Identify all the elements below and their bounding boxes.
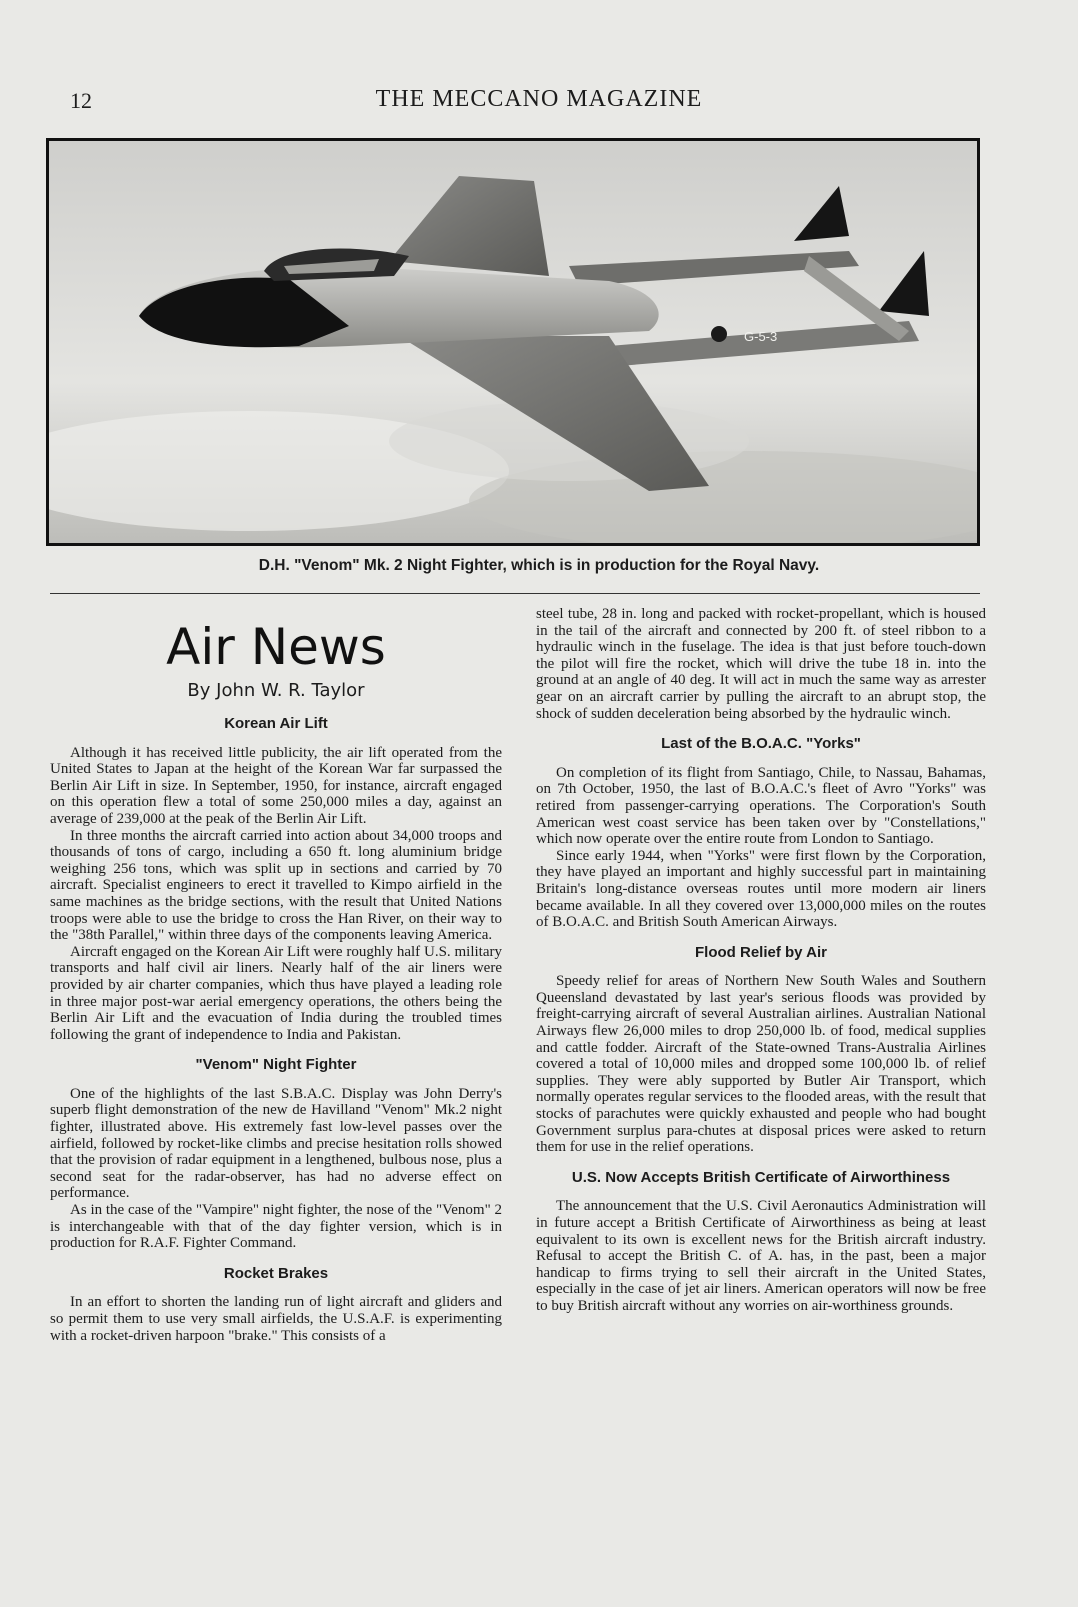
section-heading-boac-yorks: Last of the B.O.A.C. "Yorks" bbox=[661, 735, 861, 753]
registration-marking: G-5-3 bbox=[744, 329, 778, 344]
paragraph: As in the case of the "Vampire" night fighter, the nose of the "Venom" 2 is interchangeable with that of the day fighter version, which is in production for R.A.F. Fighter Command. bbox=[50, 1202, 502, 1252]
paragraph: In three months the aircraft carried into action about 34,000 troops and thousands of tons of cargo, including a 650 ft. long aluminium bridge weighing 256 tons, which was split up in sections and carried by 70 aircraft. Specialist engineers to erect it travelled to Kimpo airfield in the same machines as the bridge sections, with the result that United Nations troops were able to use the bridge to cross the Han River, on their way to the "38th Parallel," within three days of the components leaving America. bbox=[50, 827, 502, 944]
photo-caption: D.H. "Venom" Mk. 2 Night Fighter, which is in production for the Royal Navy. bbox=[258, 557, 820, 574]
article-title: Air News bbox=[166, 618, 386, 676]
aircraft-photo bbox=[46, 138, 980, 546]
paragraph: Speedy relief for areas of Northern New South Wales and Southern Queensland devastated by last year's serious floods was provided by freight-carrying aircraft of several Australian airlines. Australian National Airways flew 26,000 miles to drop 250,000 lb. of food, medical supplies and cattle fodder. Aircraft of the State-owned Trans-Australia Airlines covered a total of 10,000 miles and dropped some 100,000 lb. of relief supplies. They were ably supported by Butler Air Transport, which normally operates regular services to the flooded areas, with the result that stocks of parachutes were quickly exhausted and people who had bought Government surplus para-chutes at disposal prices were asked to return them for use in the relief operations. bbox=[536, 973, 986, 1156]
paragraph: In an effort to shorten the landing run of light aircraft and gliders and so permit them to use very small airfields, the U.S.A.F. is experimenting with a rocket-driven harpoon "brake." This consists of a bbox=[50, 1294, 502, 1344]
paragraph: One of the highlights of the last S.B.A.C. Display was John Derry's superb flight demonstration of the new de Havilland "Venom" Mk.2 night fighter, illustrated above. His extremely fast low-level passes over the airfield, followed by rocket-like climbs and precise hesitation rolls showed that the provision of radar equipment in a lengthened, bulbous nose, plus a second seat for the radar-observer, has had no adverse effect on performance. bbox=[50, 1085, 502, 1202]
article-byline: By John W. R. Taylor bbox=[187, 680, 365, 701]
section-heading-korean-air-lift: Korean Air Lift bbox=[224, 715, 328, 732]
paragraph: Aircraft engaged on the Korean Air Lift were roughly half U.S. military transports and half civil air liners. Nearly half of the air liners were provided by air charter companies, which thus have played a leading role in three major post-war aerial emergency operations, the others being the Berlin Air Lift and the evacuation of India during the troubled times following the grant of independence to India and Pakistan. bbox=[50, 943, 502, 1043]
section-heading-airworthiness: U.S. Now Accepts British Certificate of Airworthiness bbox=[571, 1168, 951, 1186]
page-number: 12 bbox=[70, 88, 92, 113]
paragraph: Since early 1944, when "Yorks" were first flown by the Corporation, they have played an important and highly successful part in maintaining Britain's long-distance overseas routes until more modern air liners became available. In all they covered over 13,000,000 miles on the routes of B.O.A.C. and British South American Airways. bbox=[536, 847, 986, 931]
section-heading-rocket-brakes: Rocket Brakes bbox=[223, 1264, 329, 1282]
left-column bbox=[50, 606, 502, 1344]
running-head: THE MECCANO MAGAZINE bbox=[375, 86, 703, 112]
paragraph: Although it has received little publicity, the air lift operated from the United States to Japan at the height of the Korean War far surpassed the Berlin Air Lift in size. In September, 1950, for instance, aircraft engaged on this operation flew a total of some 250,000 miles a day, against an average of 239,000 at the peak of the Berlin Air Lift. bbox=[50, 744, 502, 827]
paragraph-continuation: steel tube, 28 in. long and packed with rocket-propellant, which is housed in the tail of the aircraft and connected by 200 ft. of steel ribbon to a hydraulic winch in the fuselage. The idea is that just before touch-down the pilot will fire the rocket, which will drive the tube 18 in. into the ground at an angle of 40 deg. It will act in much the same way as arrester gear on an aircraft carrier by pulling the aircraft to an abrupt stop, the shock of sudden deceleration being absorbed by the hydraulic winch. bbox=[536, 606, 986, 722]
section-heading-flood-relief: Flood Relief by Air bbox=[695, 943, 827, 961]
section-heading-venom-night-fighter: "Venom" Night Fighter bbox=[195, 1056, 357, 1074]
paragraph: The announcement that the U.S. Civil Aeronautics Administration will in future accept a British Certificate of Airworthiness as being at least equivalent to its own is excellent news for the British aircraft industry. Refusal to accept the British C. of A. has, in the past, been a major handicap to firms trying to sell their aircraft in the United States, especially in the case of jet air liners. American operators will now be free to buy British aircraft without any worries on air-worthiness grounds. bbox=[536, 1198, 986, 1314]
paragraph: On completion of its flight from Santiago, Chile, to Nassau, Bahamas, on 7th October, 1950, the last of B.O.A.C.'s fleet of Avro "Yorks" was retired from passenger-carrying operations. The Corporation's South American west coast service has been taken over by "Constellations," which now operate over the entire route from London to Santiago. bbox=[536, 764, 986, 848]
divider-rule bbox=[50, 593, 980, 594]
right-column bbox=[536, 606, 986, 1315]
venom-aircraft-illustration bbox=[49, 141, 977, 543]
